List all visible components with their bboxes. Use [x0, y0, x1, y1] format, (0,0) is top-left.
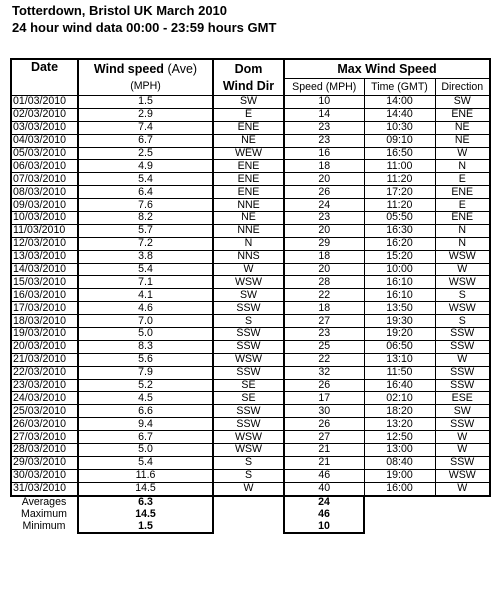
max-direction-cell: SSW [435, 340, 490, 353]
max-time-cell: 17:20 [364, 186, 435, 199]
summary-row [11, 520, 490, 533]
date-cell: 26/03/2010 [11, 418, 78, 431]
table-row [11, 392, 490, 405]
max-direction-cell: SSW [435, 456, 490, 469]
wind-dir-cell: WSW [213, 353, 284, 366]
max-time-cell: 19:20 [364, 328, 435, 341]
table-row [11, 379, 490, 392]
time-gmt-header: Time (GMT) [364, 79, 435, 96]
wind-speed-cell: 3.8 [78, 250, 213, 263]
max-time-cell: 15:20 [364, 250, 435, 263]
date-cell: 21/03/2010 [11, 353, 78, 366]
date-cell: 10/03/2010 [11, 212, 78, 225]
max-time-cell: 11:00 [364, 160, 435, 173]
max-speed-cell: 23 [284, 212, 364, 225]
summary-wind-speed: 14.5 [78, 509, 213, 521]
table-row [11, 315, 490, 328]
summary-row [11, 509, 490, 521]
max-speed-cell: 16 [284, 147, 364, 160]
max-speed-cell: 26 [284, 418, 364, 431]
date-cell: 06/03/2010 [11, 160, 78, 173]
wind-speed-cell: 7.6 [78, 199, 213, 212]
wind-speed-cell: 5.4 [78, 456, 213, 469]
max-direction-cell: W [435, 263, 490, 276]
max-direction-cell: N [435, 237, 490, 250]
table-row [11, 224, 490, 237]
max-direction-cell: E [435, 199, 490, 212]
max-direction-cell: W [435, 431, 490, 444]
table-row [11, 405, 490, 418]
date-cell: 18/03/2010 [11, 315, 78, 328]
max-time-cell: 06:50 [364, 340, 435, 353]
summary-label: Averages [21, 496, 67, 509]
wind-dir-cell: W [213, 263, 284, 276]
wind-speed-cell: 5.0 [78, 328, 213, 341]
wind-speed-cell: 8.3 [78, 340, 213, 353]
max-time-cell: 16:50 [364, 147, 435, 160]
wind-dir-cell: SSW [213, 302, 284, 315]
date-cell: 27/03/2010 [11, 431, 78, 444]
wind-dir-cell: WEW [213, 147, 284, 160]
max-time-cell: 14:00 [364, 96, 435, 109]
max-time-cell: 08:40 [364, 456, 435, 469]
max-direction-cell: NE [435, 134, 490, 147]
dom-header: Dom [213, 59, 284, 79]
wind-speed-cell: 7.0 [78, 315, 213, 328]
date-cell: 05/03/2010 [11, 147, 78, 160]
wind-dir-cell: SSW [213, 328, 284, 341]
max-speed-cell: 10 [284, 96, 364, 109]
wind-dir-cell: SW [213, 96, 284, 109]
max-time-cell: 16:10 [364, 276, 435, 289]
max-time-cell: 05:50 [364, 212, 435, 225]
date-cell: 23/03/2010 [11, 379, 78, 392]
wind-dir-cell: SSW [213, 418, 284, 431]
table-row [11, 340, 490, 353]
max-time-cell: 11:20 [364, 199, 435, 212]
summary-spacer [213, 496, 284, 509]
max-speed-cell: 29 [284, 237, 364, 250]
max-speed-cell: 24 [284, 199, 364, 212]
wind-dir-cell: SW [213, 289, 284, 302]
wind-dir-cell: S [213, 456, 284, 469]
max-direction-cell: S [435, 289, 490, 302]
wind-speed-header [78, 59, 213, 79]
max-time-cell: 09:10 [364, 134, 435, 147]
wind-dir-cell: SE [213, 379, 284, 392]
summary-wind-speed: 1.5 [78, 520, 213, 533]
summary-spacer [364, 509, 490, 521]
max-speed-cell: 26 [284, 186, 364, 199]
max-direction-cell: N [435, 224, 490, 237]
max-direction-cell: NE [435, 121, 490, 134]
summary-max-speed: 46 [284, 509, 364, 521]
date-cell: 28/03/2010 [11, 444, 78, 457]
table-row [11, 108, 490, 121]
summary-max-speed: 24 [284, 496, 364, 509]
date-cell: 14/03/2010 [11, 263, 78, 276]
table-row [11, 121, 490, 134]
max-direction-cell: ENE [435, 212, 490, 225]
date-cell: 04/03/2010 [11, 134, 78, 147]
table-row [11, 328, 490, 341]
wind-dir-cell: NNE [213, 199, 284, 212]
wind-speed-cell: 5.2 [78, 379, 213, 392]
max-direction-cell: WSW [435, 302, 490, 315]
wind-speed-cell: 11.6 [78, 469, 213, 482]
max-speed-cell: 20 [284, 173, 364, 186]
max-time-cell: 18:20 [364, 405, 435, 418]
max-speed-cell: 22 [284, 289, 364, 302]
summary-spacer [213, 509, 284, 521]
max-time-cell: 13:50 [364, 302, 435, 315]
wind-speed-cell: 4.5 [78, 392, 213, 405]
wind-speed-cell: 1.5 [78, 96, 213, 109]
max-direction-cell: SSW [435, 366, 490, 379]
max-direction-cell: SSW [435, 328, 490, 341]
date-cell: 24/03/2010 [11, 392, 78, 405]
summary-label: Minimum [22, 520, 66, 533]
wind-speed-cell: 5.6 [78, 353, 213, 366]
wind-speed-cell: 5.4 [78, 263, 213, 276]
date-cell: 08/03/2010 [11, 186, 78, 199]
max-direction-cell: WSW [435, 276, 490, 289]
summary-spacer [213, 520, 284, 533]
max-time-cell: 11:20 [364, 173, 435, 186]
table-row [11, 482, 490, 495]
page-subtitle: 24 hour wind data 00:00 - 23:59 hours GMT [12, 20, 277, 35]
max-speed-cell: 25 [284, 340, 364, 353]
wind-dir-cell: E [213, 108, 284, 121]
max-wind-speed-header: Max Wind Speed [284, 59, 490, 79]
max-speed-cell: 23 [284, 134, 364, 147]
max-time-cell: 02:10 [364, 392, 435, 405]
wind-speed-cell: 9.4 [78, 418, 213, 431]
wind-speed-cell: 7.4 [78, 121, 213, 134]
wind-speed-cell: 6.4 [78, 186, 213, 199]
table-row [11, 418, 490, 431]
summary-row [11, 496, 490, 509]
table-row [11, 173, 490, 186]
summary-max-speed: 10 [284, 520, 364, 533]
max-speed-cell: 22 [284, 353, 364, 366]
table-row [11, 353, 490, 366]
max-direction-cell: N [435, 160, 490, 173]
max-speed-cell: 46 [284, 469, 364, 482]
max-time-cell: 14:40 [364, 108, 435, 121]
max-direction-cell: WSW [435, 469, 490, 482]
wind-dir-cell: S [213, 469, 284, 482]
max-time-cell: 19:00 [364, 469, 435, 482]
wind-dir-cell: SSW [213, 405, 284, 418]
table-row [11, 160, 490, 173]
date-header: Date [11, 59, 78, 96]
wind-dir-cell: NNE [213, 224, 284, 237]
wind-dir-cell: SSW [213, 366, 284, 379]
date-cell: 20/03/2010 [11, 340, 78, 353]
wind-dir-cell: WSW [213, 276, 284, 289]
max-time-cell: 13:20 [364, 418, 435, 431]
max-speed-cell: 27 [284, 315, 364, 328]
max-speed-cell: 21 [284, 456, 364, 469]
max-direction-cell: W [435, 147, 490, 160]
wind-speed-cell: 6.7 [78, 431, 213, 444]
table-row [11, 250, 490, 263]
date-cell: 25/03/2010 [11, 405, 78, 418]
max-direction-cell: E [435, 173, 490, 186]
wind-dir-cell: WSW [213, 431, 284, 444]
table-row [11, 96, 490, 109]
max-speed-cell: 30 [284, 405, 364, 418]
max-speed-cell: 23 [284, 121, 364, 134]
max-direction-cell: ENE [435, 108, 490, 121]
max-speed-cell: 18 [284, 250, 364, 263]
date-cell: 19/03/2010 [11, 328, 78, 341]
max-speed-cell: 18 [284, 302, 364, 315]
date-cell: 17/03/2010 [11, 302, 78, 315]
max-speed-cell: 40 [284, 482, 364, 495]
max-direction-cell: ENE [435, 186, 490, 199]
wind-speed-cell: 5.7 [78, 224, 213, 237]
wind-speed-header-label: Wind speed [93, 61, 164, 76]
max-time-cell: 13:00 [364, 444, 435, 457]
max-time-cell: 16:30 [364, 224, 435, 237]
wind-dir-cell: ENE [213, 121, 284, 134]
table-row [11, 302, 490, 315]
summary-wind-speed: 6.3 [78, 496, 213, 509]
max-speed-cell: 20 [284, 263, 364, 276]
max-time-cell: 10:00 [364, 263, 435, 276]
max-direction-cell: SSW [435, 418, 490, 431]
wind-dir-cell: NNS [213, 250, 284, 263]
max-direction-cell: SSW [435, 379, 490, 392]
wind-dir-header: Wind Dir [213, 79, 284, 96]
table-row [11, 366, 490, 379]
table-row [11, 186, 490, 199]
table-row [11, 147, 490, 160]
table-row [11, 431, 490, 444]
max-time-cell: 16:40 [364, 379, 435, 392]
date-cell: 13/03/2010 [11, 250, 78, 263]
max-time-cell: 11:50 [364, 366, 435, 379]
wind-speed-cell: 4.6 [78, 302, 213, 315]
wind-speed-cell: 4.1 [78, 289, 213, 302]
wind-dir-cell: S [213, 315, 284, 328]
table-row [11, 212, 490, 225]
max-direction-cell: ESE [435, 392, 490, 405]
max-direction-cell: W [435, 482, 490, 495]
max-speed-cell: 18 [284, 160, 364, 173]
max-time-cell: 13:10 [364, 353, 435, 366]
speed-mph-header: Speed (MPH) [284, 79, 364, 96]
wind-dir-cell: WSW [213, 444, 284, 457]
date-cell: 31/03/2010 [11, 482, 78, 495]
max-speed-cell: 28 [284, 276, 364, 289]
max-speed-cell: 14 [284, 108, 364, 121]
wind-speed-cell: 14.5 [78, 482, 213, 495]
wind-speed-cell: 8.2 [78, 212, 213, 225]
date-cell: 11/03/2010 [11, 224, 78, 237]
max-speed-cell: 26 [284, 379, 364, 392]
wind-dir-cell: NE [213, 212, 284, 225]
wind-speed-cell: 7.2 [78, 237, 213, 250]
max-direction-cell: SW [435, 405, 490, 418]
date-cell: 16/03/2010 [11, 289, 78, 302]
max-time-cell: 16:00 [364, 482, 435, 495]
wind-dir-cell: ENE [213, 160, 284, 173]
wind-speed-cell: 2.9 [78, 108, 213, 121]
date-cell: 07/03/2010 [11, 173, 78, 186]
date-cell: 22/03/2010 [11, 366, 78, 379]
max-speed-cell: 32 [284, 366, 364, 379]
date-cell: 29/03/2010 [11, 456, 78, 469]
date-cell: 15/03/2010 [11, 276, 78, 289]
date-cell: 02/03/2010 [11, 108, 78, 121]
wind-speed-cell: 4.9 [78, 160, 213, 173]
max-speed-cell: 21 [284, 444, 364, 457]
table-row [11, 199, 490, 212]
table-row [11, 444, 490, 457]
max-direction-cell: SW [435, 96, 490, 109]
wind-speed-cell: 7.9 [78, 366, 213, 379]
wind-dir-cell: ENE [213, 186, 284, 199]
wind-speed-cell: 5.4 [78, 173, 213, 186]
date-cell: 03/03/2010 [11, 121, 78, 134]
summary-spacer [364, 496, 490, 509]
date-cell: 12/03/2010 [11, 237, 78, 250]
max-time-cell: 16:10 [364, 289, 435, 302]
max-speed-cell: 17 [284, 392, 364, 405]
max-direction-cell: W [435, 444, 490, 457]
wind-dir-cell: NE [213, 134, 284, 147]
table-row [11, 469, 490, 482]
wind-speed-cell: 2.5 [78, 147, 213, 160]
max-speed-cell: 20 [284, 224, 364, 237]
wind-dir-cell: ENE [213, 173, 284, 186]
wind-speed-ave-label: (Ave) [167, 61, 198, 76]
max-time-cell: 16:20 [364, 237, 435, 250]
max-direction-cell: WSW [435, 250, 490, 263]
wind-speed-cell: 6.6 [78, 405, 213, 418]
table-row [11, 263, 490, 276]
max-time-cell: 12:50 [364, 431, 435, 444]
table-row [11, 289, 490, 302]
table-row [11, 276, 490, 289]
date-cell: 30/03/2010 [11, 469, 78, 482]
max-time-cell: 19:30 [364, 315, 435, 328]
wind-speed-cell: 6.7 [78, 134, 213, 147]
date-cell: 09/03/2010 [11, 199, 78, 212]
summary-label: Maximum [21, 508, 67, 520]
table-row [11, 237, 490, 250]
table-row [11, 456, 490, 469]
max-direction-cell: S [435, 315, 490, 328]
max-direction-cell: W [435, 353, 490, 366]
wind-dir-cell: N [213, 237, 284, 250]
wind-data-table [10, 58, 491, 534]
wind-dir-cell: SE [213, 392, 284, 405]
max-speed-cell: 23 [284, 328, 364, 341]
summary-spacer [364, 520, 490, 533]
max-speed-cell: 27 [284, 431, 364, 444]
wind-dir-cell: SSW [213, 340, 284, 353]
wind-speed-cell: 7.1 [78, 276, 213, 289]
date-cell: 01/03/2010 [11, 96, 78, 109]
wind-speed-unit-header: (MPH) [78, 79, 213, 96]
wind-dir-cell: W [213, 482, 284, 495]
max-time-cell: 10:30 [364, 121, 435, 134]
table-row [11, 134, 490, 147]
page-title: Totterdown, Bristol UK March 2010 [12, 3, 228, 18]
wind-speed-cell: 5.0 [78, 444, 213, 457]
direction-header: Direction [435, 79, 490, 96]
